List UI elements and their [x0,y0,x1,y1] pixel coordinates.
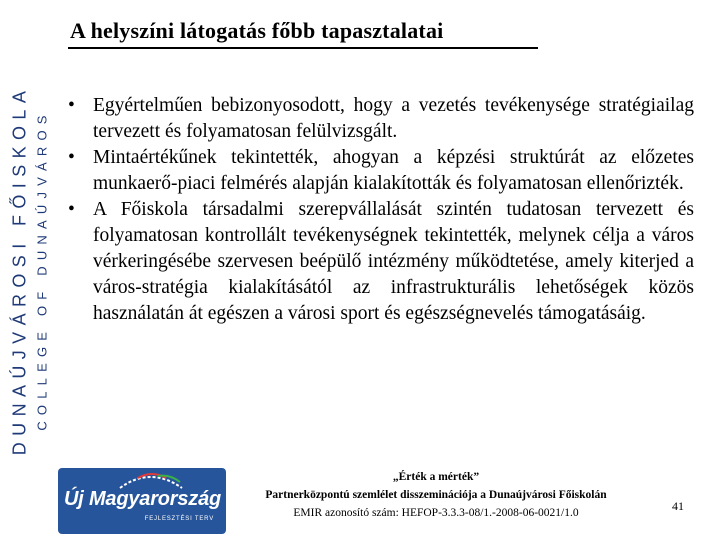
college-name-en: COLLEGE OF DUNAÚJVÁROS [34,109,50,431]
footer-project-title: Partnerközpontú szemlélet disszeminációja a Dunaújvárosi Főiskolán [265,489,607,501]
logo-title: Új Magyarország [64,488,222,510]
slide-title: A helyszíni látogatás főbb tapasztalatai [70,18,444,43]
bullet-item: • Egyértelműen bebizonyosodott, hogy a vezetés tevékenysége stratégiailag tervezett és folyamatosan felülvizsgált. [68,93,694,145]
bullet-list [68,93,694,327]
footer-text [226,468,646,522]
title-underline [68,47,538,49]
college-name-hu: DUNAÚJVÁROSI FŐISKOLA [9,84,30,456]
uj-magyarorszag-logo [58,468,226,534]
bullet-item: • Mintaértékűnek tekintették, ahogyan a képzési struktúrát az előzetes munkaerő-piaci felmérés alapján kialakították és folyamatosan ellenőrizték. [68,145,694,197]
footer-project-id: EMIR azonosító szám: HEFOP-3.3.3-08/1.-2008-06-0021/1.0 [293,507,579,519]
bullet-item: • A Főiskola társadalmi szerepvállalását szintén tudatosan tervezett és folyamatosan kontrollált tevékenységnek tekintették, melynek célja a város vérkeringésébe szervesen beépülő intézmény működtetése, amely kiterjed a város-stratégia kialakításától az infrastrukturális lehetőségek közös használatán át egészen a városi sport és egészségnevelés támogatásáig. [68,197,694,327]
college-sidebar [0,0,60,540]
page-number: 41 [672,499,684,513]
logo-subtitle: FEJLESZTÉSI TERV [144,516,214,522]
footer-motto: „Érték a mérték” [392,471,480,483]
